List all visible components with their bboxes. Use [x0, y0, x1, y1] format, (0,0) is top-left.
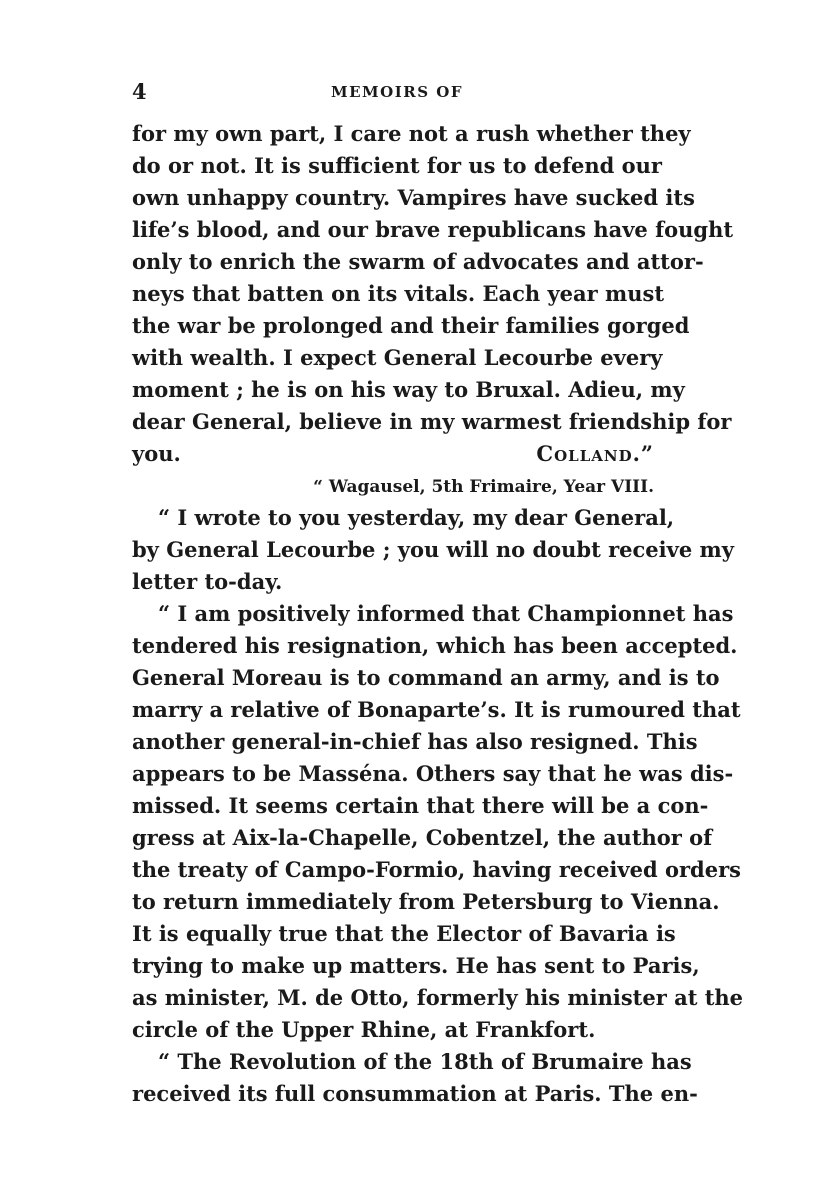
text-line: “ I am positively informed that Championnet has [158, 601, 734, 626]
text-line: for my own part, I care not a rush whether they [132, 121, 691, 146]
text-line: you. [132, 441, 181, 466]
text-line: the war be prolonged and their families gorged [132, 313, 690, 338]
text-line: to return immediately from Petersburg to Vienna. [132, 889, 720, 914]
text-line: neys that batten on its vitals. Each year must [132, 281, 665, 306]
text-line: with wealth. I expect General Lecourbe every [132, 345, 663, 370]
text-line: General Moreau is to command an army, and is to [132, 665, 720, 690]
text-line: received its full consummation at Paris. The en- [132, 1081, 698, 1106]
text-line: letter to-day. [132, 569, 283, 594]
text-line: life’s blood, and our brave republicans have fought [132, 217, 734, 242]
text-line: only to enrich the swarm of advocates and attor- [132, 249, 704, 274]
text-line: as minister, M. de Otto, formerly his minister at the [132, 985, 744, 1010]
text-line: own unhappy country. Vampires have sucked its [132, 185, 695, 210]
text-line: missed. It seems certain that there will be a con- [132, 793, 709, 818]
dateline: “ Wagausel, 5th Frimaire, Year VIII. [313, 477, 654, 497]
text-line: by General Lecourbe ; you will no doubt receive my [132, 537, 734, 562]
text-line: dear General, believe in my warmest friendship for [132, 409, 732, 434]
running-head: MEMOIRS OF [331, 83, 463, 101]
text-line: “ The Revolution of the 18th of Brumaire has [158, 1049, 692, 1074]
text-line: circle of the Upper Rhine, at Frankfort. [132, 1017, 596, 1042]
signature: Colland.” [536, 441, 654, 466]
signature-line [132, 438, 662, 470]
body-text [132, 118, 744, 1110]
text-line: “ I wrote to you yesterday, my dear General, [158, 505, 675, 530]
text-line: marry a relative of Bonaparte’s. It is rumoured that [132, 697, 741, 722]
text-line: appears to be Masséna. Others say that he was dis- [132, 761, 734, 786]
text-line: the treaty of Campo-Formio, having received orders [132, 857, 741, 882]
text-line: do or not. It is sufficient for us to defend our [132, 153, 662, 178]
page-header [132, 79, 662, 103]
text-line: It is equally true that the Elector of Bavaria is [132, 921, 676, 946]
text-line: another general-in-chief has also resigned. This [132, 729, 698, 754]
text-line: trying to make up matters. He has sent to Paris, [132, 953, 700, 978]
text-line: tendered his resignation, which has been accepted. [132, 633, 738, 658]
text-line: gress at Aix-la-Chapelle, Cobentzel, the author of [132, 825, 713, 850]
text-line: moment ; he is on his way to Bruxal. Adieu, my [132, 377, 685, 402]
page-number: 4 [132, 79, 147, 104]
